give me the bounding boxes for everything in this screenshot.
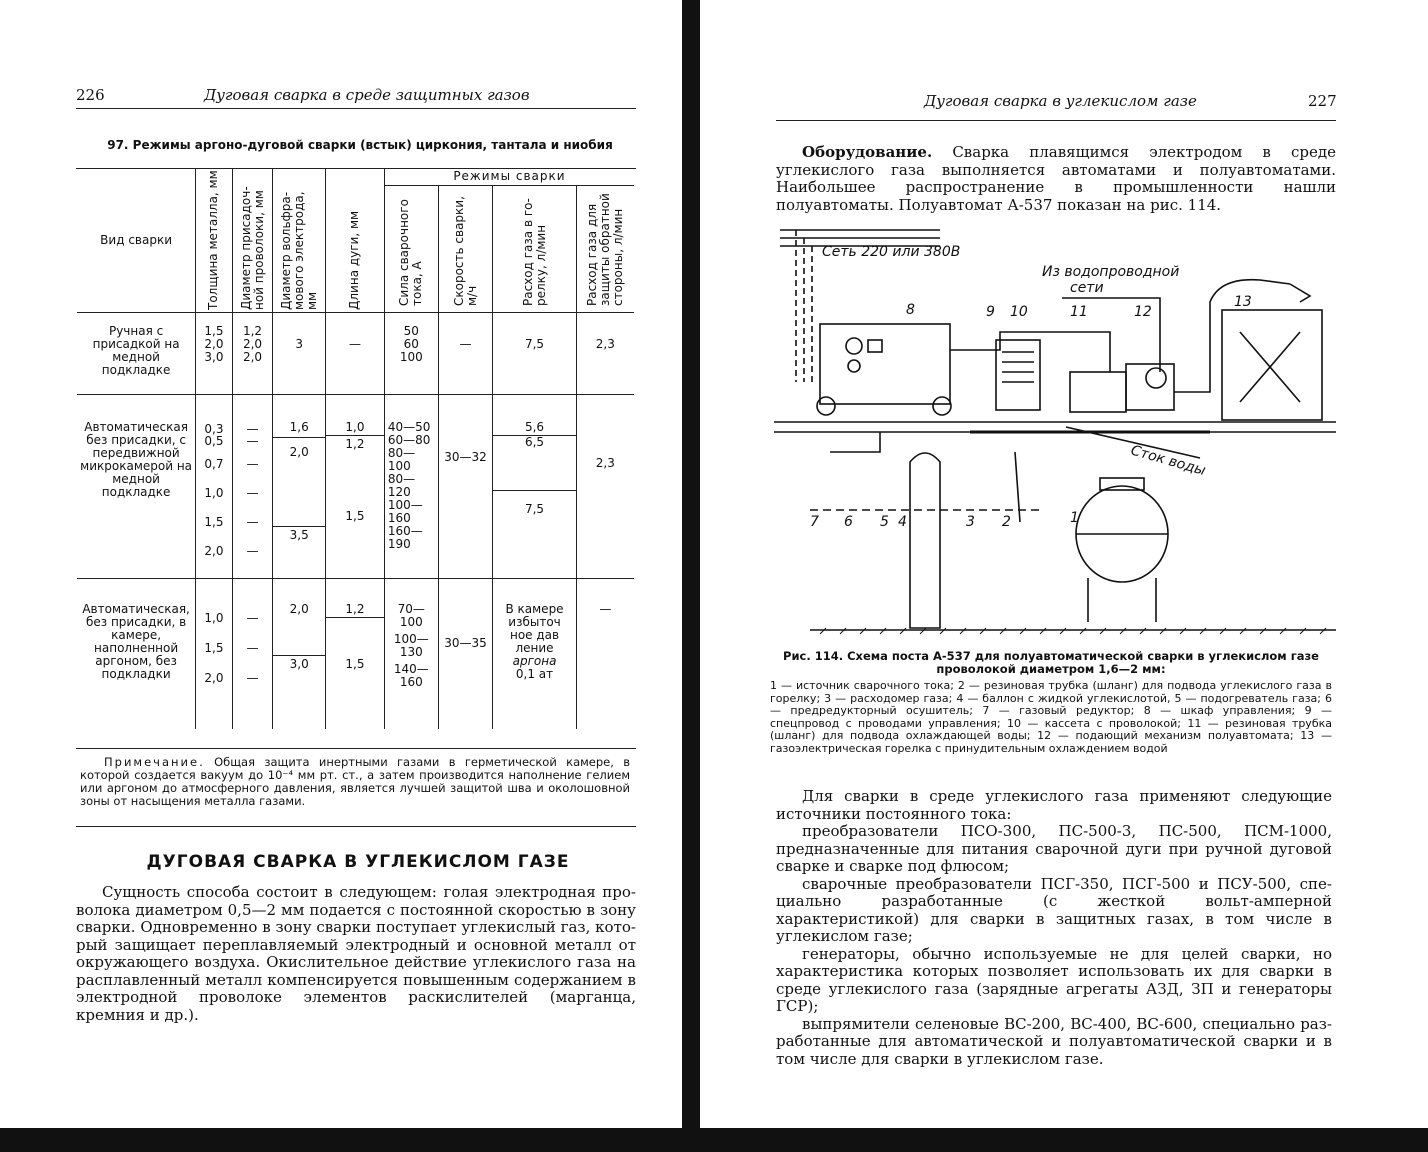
cell-filler: 1,2 2,0 2,0 [232,313,273,395]
page-number: 227 [1308,92,1337,110]
label-drain: Сток воды [1128,442,1208,480]
fig-num-8: 8 [906,302,915,318]
col-filler: Диаметр присадочной проволоки, мм [232,168,273,313]
fig-num-13: 13 [1234,294,1252,310]
cell-tungsten: 2,0 3,0 [273,579,326,729]
cell-arc: 1,0 1,2 1,5 [326,395,385,579]
col-gas-torch: Расход газа в горелку, л/мин [493,186,576,313]
cell-gas-back: 2,3 [576,395,634,579]
cell-filler: — — — [232,579,273,729]
fig-num-5: 5 [880,514,889,530]
fig-num-10: 10 [1010,304,1028,320]
col-gas-back: Расход газа для защиты обратной стороны, л/мин [576,186,634,313]
cell-gas-back: — [576,579,634,729]
head-rule [776,120,1336,121]
fig-num-7: 7 [810,514,819,530]
table-row [77,579,634,729]
cell-gas-torch: В камере избыточ ное дав ление аргона 0,1 ат [493,579,576,729]
cell-gas-torch: 7,5 [493,313,576,395]
cell-gas-torch: 5,6 6,5 7,5 [493,395,576,579]
cell-arc: 1,2 1,5 [326,579,385,729]
cell-filler: — — — — — — [232,395,273,579]
cell-type: Автоматическая без присадки, с передвижной микрокамерой на медной подкладке [77,395,196,579]
label-network: Сеть 220 или 380В [822,244,961,260]
cell-thickness: 1,0 1,5 2,0 [196,579,233,729]
table-note [80,756,630,808]
head-rule [76,108,636,109]
cell-speed: 30—35 [438,579,493,729]
cell-tungsten: 1,6 2,0 3,5 [273,395,326,579]
running-title: Дуговая сварка в среде защитных газов [204,86,530,104]
page-number: 226 [76,86,105,104]
col-type: Вид сварки [77,168,196,313]
table-row [77,313,634,395]
paragraph: преобразователи ПСО-300, ПС-500-3, ПС-500, ПСМ-1000, предназначенные для питания сварочной дуги при ручной дуговой сварке и сварке под флюсом; [776,822,1332,875]
fig-num-4: 4 [898,514,907,530]
fig-num-9: 9 [986,304,995,320]
cell-type: Автоматическая, без присадки, в камере, наполненной аргоном, без подкладки [77,579,196,729]
cell-current: 70— 100 100— 130 140— 160 [384,579,438,729]
figure-114-diagram [770,222,1340,642]
figure-legend: 1 — источник сварочного тока; 2 — резиновая трубка (шланг) для подвода углекислого газа в горелку; 3 — расходомер газа; 4 — баллон с жидкой углекислотой, 5 — подогреватель газа; 6 — предредукторный осушитель; 7 — газовый редуктор; 8 — шкаф управления; 9 — спецпровод с проводами управления; 10 — кассета с проволокой; 11 — резиновая трубка (шланг) для подвода охлаждающей воды; 12 — подающий механизм полуавтомата; 13 — газоэлектрическая горелка с принудительным охлаждением водой [770,679,1332,755]
paragraph: выпрямители селеновые ВС-200, ВС-400, ВС-600, специально разработанные для автоматической и полуавтоматической сварки и в том числе для сварки в углекислом газе. [776,1014,1332,1068]
paragraph: Для сварки в среде углекислого газа применяют следующие источники постоянного тока: [776,787,1332,823]
col-tungsten: Диаметр вольфрамового электрода, мм [273,168,326,313]
col-current: Сила сварочного тока, А [384,186,438,313]
figure-caption: Рис. 114. Схема поста А-537 для полуавтоматической сварки в углекислом газе проволокой диаметром 1,6—2 мм: [783,649,1319,676]
body-paragraph: Сущность способа состоит в следующем: голая электродная проволока диаметром 0,5—2 мм подается с постоянной скоростью в зону сварки. Одновременно в зону сварки поступает углекислый газ, который защищает переплавляемый электродный и основной металл от окружающего воздуха. Окислительное действие углекислого газа на расплавленный металл компенсируется повышенным содержанием в электродной проволоке элементов раскислителей (марганца, кремния и др.). [76,883,636,1024]
intro-paragraph: Оборудование. Сварка плавящимся электродом в среде углекислого газа выполняется автоматами и полуавтоматами. Наибольшее распространение в промышленности нашли полуавтоматы. Полуавтомат А-537 показан на рис. 114. [776,143,1336,214]
table-row [77,395,634,579]
section-title: ДУГОВАЯ СВАРКА В УГЛЕКИСЛОМ ГАЗЕ [146,852,570,872]
fig-num-1: 1 [1070,510,1079,526]
cell-thickness: 1,5 2,0 3,0 [196,313,233,395]
col-modes: Режимы сварки [384,168,634,186]
book-gutter [682,0,700,1152]
note-text: Общая защита инертными газами в герметической камере, в которой создается вакуум до 10⁻⁴ мм рт. ст., а затем производится наполнение гелием или аргоном до атмосферного давления, является лучшей защитой шва и околошовной зоны от насыщения металла газами. [80,755,631,808]
col-arc: Длина дуги, мм [326,168,385,313]
table-bottom-rule [76,826,636,827]
fig-num-3: 3 [966,514,975,530]
fig-num-12: 12 [1134,304,1152,320]
cell-speed: 30—32 [438,395,493,579]
label-water-in: Из водопроводной [1042,264,1180,280]
cell-thickness: 0,3 0,5 0,7 1,0 1,5 2,0 [196,395,233,579]
note-label: Примечание. [104,755,205,769]
left-page [0,0,682,1152]
paragraph: генераторы, обычно используемые не для целей сварки, но характеристика которых позволяет использовать их для сварки в среде углекислого газа (зарядные агрегаты АЗД, ЗП и генераторы ГСР); [776,944,1332,1015]
cell-type: Ручная с присадкой на медной подкладке [77,313,196,395]
paragraph: сварочные преобразователи ПСГ-350, ПСГ-500 и ПСУ-500, специально разработанные (с жесткой вольт-амперной характеристикой) для сварки в защитных газах, в том числе в углекислом газе; [776,874,1332,945]
cell-arc: — [326,313,385,395]
cell-gas-back: 2,3 [576,313,634,395]
cell-current: 50 60 100 [384,313,438,395]
col-speed: Скорость сварки, м/ч [438,186,493,313]
scan-bottom-edge [0,1128,1428,1152]
cell-current: 40—50 60—80 80— 100 80— 120 100— 160 160— 190 [384,395,438,579]
fig-num-11: 11 [1070,304,1088,320]
welding-modes-table [77,168,634,729]
note-rule-top [76,748,636,749]
fig-num-6: 6 [844,514,853,530]
label-water-in-2: сети [1070,280,1104,296]
col-thickness: Толщина металла, мм [196,168,233,313]
cell-speed: — [438,313,493,395]
running-title: Дуговая сварка в углекислом газе [924,92,1197,110]
right-body [776,788,1332,1068]
cell-tungsten: 3 [273,313,326,395]
table-caption: 97. Режимы аргоно-дуговой сварки (встык) циркония, тантала и ниобия [107,138,613,152]
intro-lead: Оборудование. [802,143,933,161]
fig-num-2: 2 [1002,514,1011,530]
